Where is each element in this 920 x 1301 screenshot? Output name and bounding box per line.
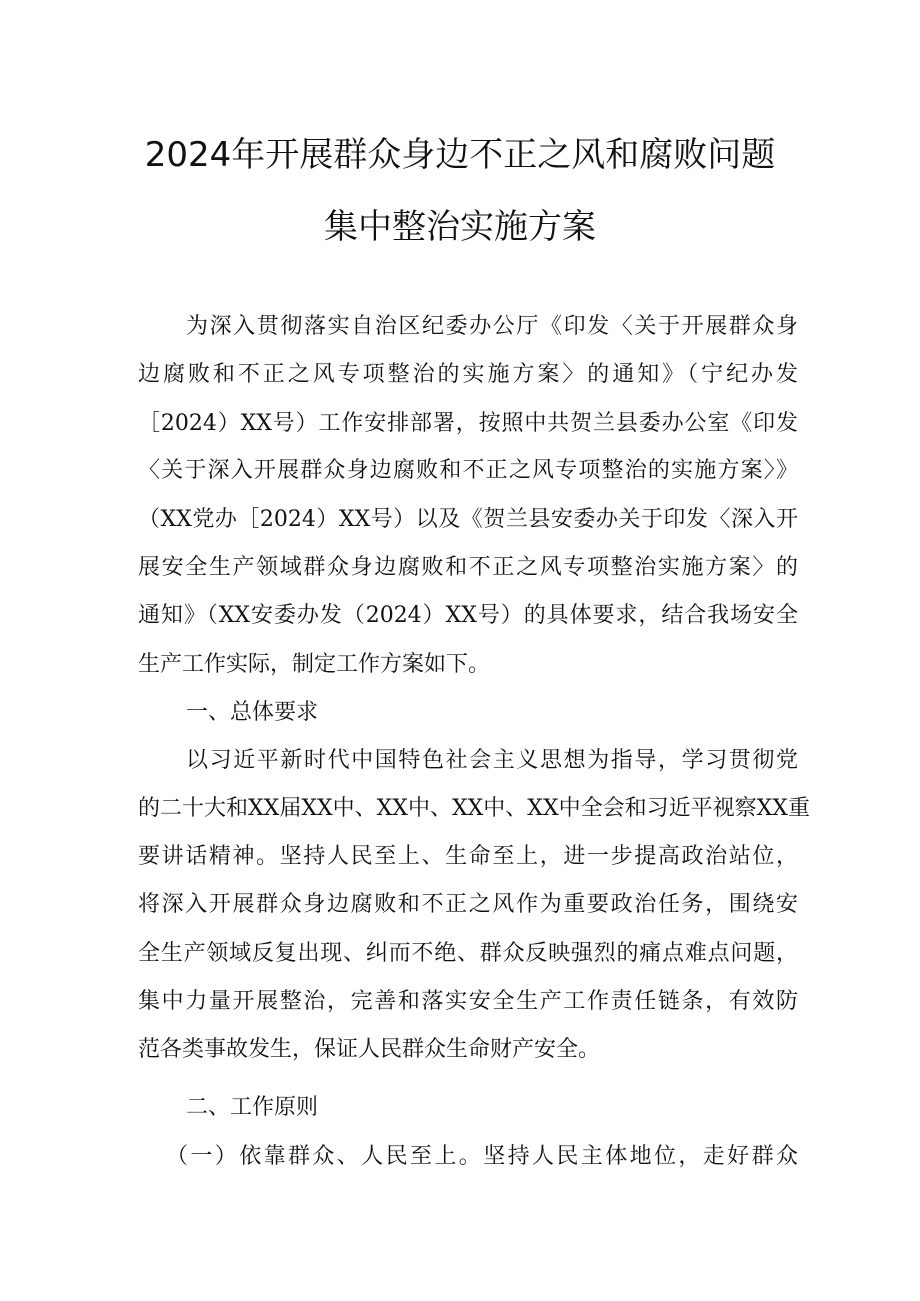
section-heading-1: 一、总体要求 [186, 700, 319, 725]
paragraph-2-line-2: 的二十大和XX届XX中、XX中、XX中、XX中全会和习近平视察XX重 [138, 796, 810, 821]
paragraph-2-line-5: 全生产领域反复出现、纠而不绝、群众反映强烈的痛点难点问题， [138, 941, 798, 966]
paragraph-1-line-2: 边腐败和不正之风专项整治的实施方案〉的通知》（宁纪办发 [138, 362, 798, 387]
section-heading-2: 二、工作原则 [186, 1095, 319, 1120]
paragraph-1-line-5: （XX党办［2024）XX号）以及《贺兰县安委办关于印发〈深入开 [138, 507, 798, 532]
paragraph-1-line-7: 通知》（XX安委办发（2024）XX号）的具体要求，结合我场安全 [138, 603, 798, 628]
paragraph-2-line-3: 要讲话精神。坚持人民至上、生命至上，进一步提高政治站位， [138, 844, 798, 869]
paragraph-1-line-1: 为深入贯彻落实自治区纪委办公厅《印发〈关于开展群众身 [186, 314, 798, 339]
paragraph-1-line-3: ［2024）XX号）工作安排部署，按照中共贺兰县委办公室《印发 [138, 411, 798, 436]
paragraph-1-line-4: 〈关于深入开展群众身边腐败和不正之风专项整治的实施方案〉》 [138, 458, 798, 483]
paragraph-2-line-6: 集中力量开展整治，完善和落实安全生产工作责任链条，有效防 [138, 989, 798, 1014]
paragraph-2-line-7: 范各类事故发生，保证人民群众生命财产安全。 [138, 1037, 601, 1062]
paragraph-1-line-6: 展安全生产领域群众身边腐败和不正之风专项整治实施方案〉的 [138, 555, 798, 580]
paragraph-2-line-1: 以习近平新时代中国特色社会主义思想为指导，学习贯彻党 [186, 748, 798, 773]
document-title-line-1: 2024年开展群众身边不正之风和腐败问题 [144, 135, 776, 175]
paragraph-2-line-4: 将深入开展群众身边腐败和不正之风作为重要政治任务，围绕安 [138, 892, 798, 917]
paragraph-3-line-1: （一）依靠群众、人民至上。坚持人民主体地位，走好群众 [166, 1144, 798, 1169]
document-title-line-2: 集中整治实施方案 [324, 207, 596, 247]
paragraph-1-line-8: 生产工作实际，制定工作方案如下。 [138, 652, 491, 677]
